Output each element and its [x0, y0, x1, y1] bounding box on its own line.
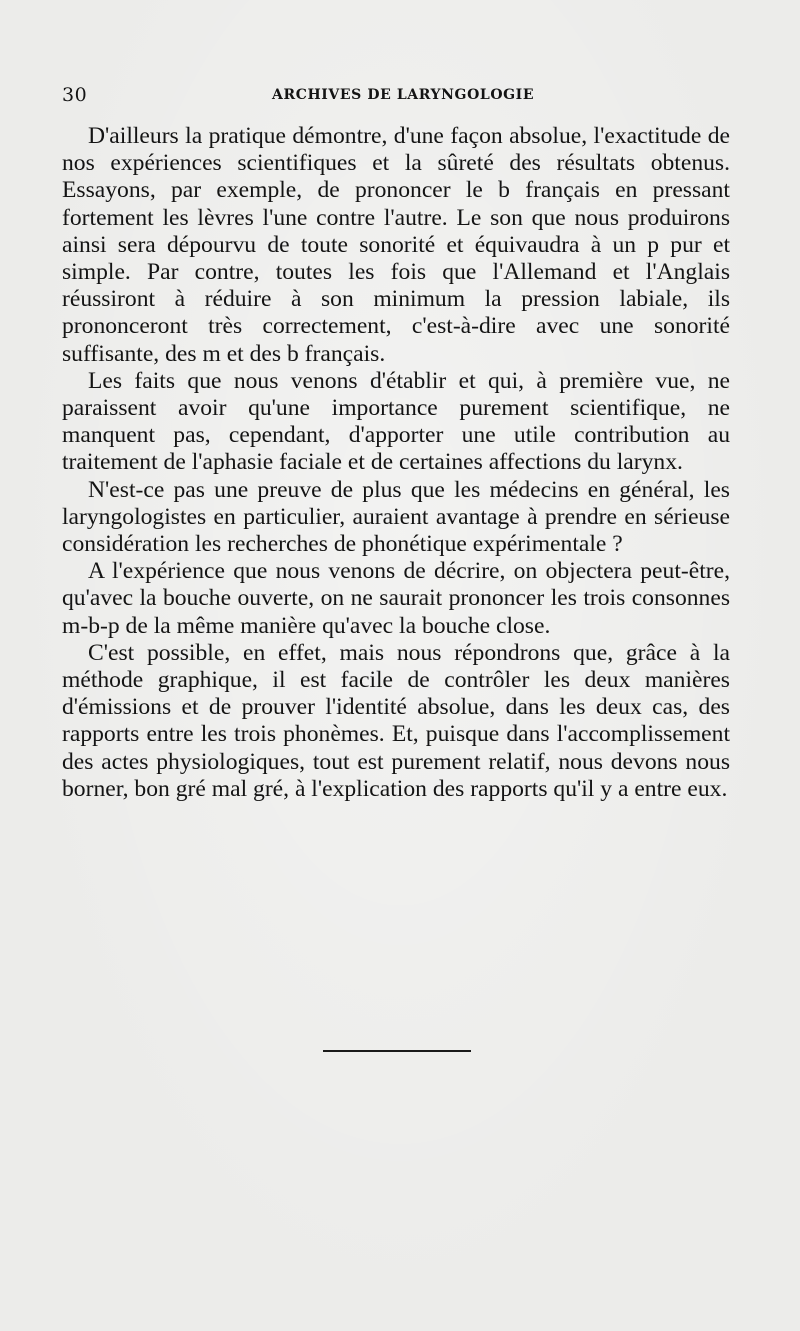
- paragraph-1: D'ailleurs la pratique démontre, d'une façon absolue, l'exactitude de nos expériences scientifiques et la sûreté des résultats obtenus. Essayons, par exemple, de prononcer le b français en pressant fortement les lèvres l'une contre l'autre. Le son que nous produirons ainsi sera dépourvu de toute sonorité et équivaudra à un p pur et simple. Par contre, toutes les fois que l'Allemand et l'Anglais réussiront à réduire à son minimum la pression labiale, ils prononceront très correctement, c'est-à-dire avec une sonorité suffisante, des m et des b français.: [62, 123, 730, 367]
- article-body: [62, 123, 730, 803]
- paragraph-3: N'est-ce pas une preuve de plus que les médecins en général, les laryngologistes en particulier, auraient avantage à prendre en sérieuse considération les recherches de phonétique expérimentale ?: [62, 476, 730, 558]
- section-end-rule: [323, 1050, 471, 1052]
- paragraph-2: Les faits que nous venons d'établir et qui, à première vue, ne paraissent avoir qu'une importance purement scientifique, ne manquent pas, cependant, d'apporter une utile contribution au traitement de l'aphasie faciale et de certaines affections du larynx.: [62, 367, 730, 476]
- running-head: [62, 84, 748, 110]
- page-number: 30: [62, 84, 88, 106]
- journal-title: ARCHIVES DE LARYNGOLOGIE: [272, 87, 535, 103]
- paragraph-4: A l'expérience que nous venons de décrire, on objectera peut-être, qu'avec la bouche ouverte, on ne saurait prononcer les trois consonnes m-b-p de la même manière qu'avec la bouche close.: [62, 558, 730, 639]
- paragraph-5: C'est possible, en effet, mais nous répondrons que, grâce à la méthode graphique, il est facile de contrôler les deux manières d'émissions et de prouver l'identité absolue, dans les deux cas, des rapports entre les trois phonèmes. Et, puisque dans l'accomplissement des actes physiologiques, tout est purement relatif, nous devons nous borner, bon gré mal gré, à l'explication des rapports qu'il y a entre eux.: [62, 639, 730, 802]
